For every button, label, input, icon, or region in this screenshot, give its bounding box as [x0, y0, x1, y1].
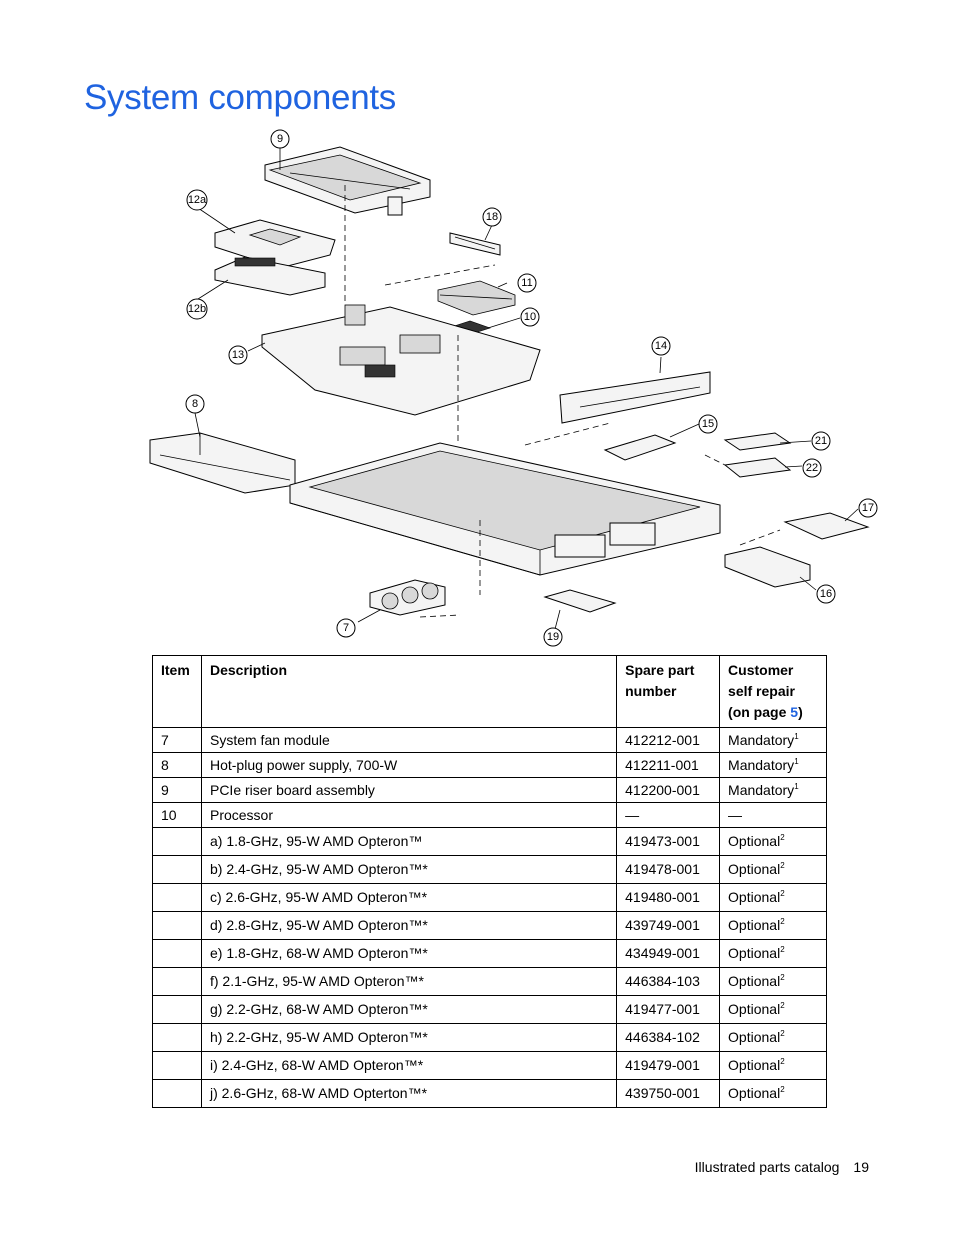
callout-17 — [859, 499, 877, 517]
dimm-drawing — [450, 233, 500, 255]
cell-customer-self-repair: — — [720, 803, 827, 828]
svg-text:15: 15 — [701, 418, 715, 430]
cell-spare-part: 412212-001 — [617, 728, 720, 753]
callout-12b — [187, 299, 207, 319]
cell-description: d) 2.8-GHz, 95-W AMD Opteron™* — [201, 912, 616, 940]
power-supply-drawing — [150, 433, 295, 493]
memory-board-12b-drawing — [215, 257, 325, 295]
svg-text:7: 7 — [342, 622, 350, 634]
pcie-riser-drawing — [265, 147, 430, 215]
footnote-ref: 2 — [780, 833, 785, 842]
table-row — [153, 884, 827, 912]
cell-spare-part: 446384-102 — [617, 1024, 720, 1052]
header-spare-part: Spare part number — [617, 656, 720, 728]
svg-text:14: 14 — [654, 340, 668, 352]
cell-spare-part: 419477-001 — [617, 996, 720, 1024]
footnote-ref: 2 — [780, 917, 785, 926]
footnote-ref: 1 — [794, 732, 799, 741]
table-row — [153, 778, 827, 803]
cell-item — [153, 912, 202, 940]
footnote-ref: 2 — [780, 1057, 785, 1066]
heatsink-drawing — [438, 281, 515, 315]
svg-text:10: 10 — [523, 311, 537, 323]
table-row — [153, 996, 827, 1024]
cell-item — [153, 884, 202, 912]
cell-description: Hot-plug power supply, 700-W — [201, 753, 616, 778]
fan-module-drawing — [370, 580, 445, 615]
svg-text:21: 21 — [814, 435, 828, 447]
cell-spare-part: 419479-001 — [617, 1052, 720, 1080]
callout-10 — [521, 308, 539, 326]
cell-customer-self-repair: Mandatory$^1$ — [720, 753, 827, 778]
cell-spare-part: 439749-001 — [617, 912, 720, 940]
cell-description: PCIe riser board assembly — [201, 778, 616, 803]
cell-customer-self-repair: Optional$^2$ — [720, 1080, 827, 1108]
cell-item: 7 — [153, 728, 202, 753]
drive-cage-drawing — [725, 547, 810, 587]
svg-text:12a: 12a — [187, 194, 207, 206]
callout-13 — [229, 346, 247, 364]
cell-spare-part: 419480-001 — [617, 884, 720, 912]
hard-drive-drawing — [545, 590, 615, 612]
header-customer-self-repair: Customer self repair (on page 5) — [720, 656, 827, 728]
table-row — [153, 753, 827, 778]
cell-spare-part: 434949-001 — [617, 940, 720, 968]
callout-8 — [186, 395, 204, 413]
table-row — [153, 803, 827, 828]
callout-9 — [271, 130, 289, 148]
callout-7 — [337, 619, 355, 637]
table-row — [153, 1024, 827, 1052]
footnote-ref: 1 — [794, 757, 799, 766]
cell-description: g) 2.2-GHz, 68-W AMD Opteron™* — [201, 996, 616, 1024]
footer-section: Illustrated parts catalog — [694, 1159, 840, 1175]
cell-spare-part: 446384-103 — [617, 968, 720, 996]
svg-text:11: 11 — [521, 277, 533, 289]
cell-customer-self-repair: Optional$^2$ — [720, 996, 827, 1024]
cell-item: 9 — [153, 778, 202, 803]
footnote-ref: 2 — [780, 973, 785, 982]
svg-text:19: 19 — [546, 631, 560, 643]
footnote-ref: 2 — [780, 1001, 785, 1010]
cell-description: j) 2.6-GHz, 68-W AMD Opterton™* — [201, 1080, 616, 1108]
svg-text:9: 9 — [276, 133, 284, 145]
cell-item — [153, 1052, 202, 1080]
table-row — [153, 940, 827, 968]
cell-customer-self-repair: Mandatory$^1$ — [720, 728, 827, 753]
cell-item — [153, 1080, 202, 1108]
page-title: System components — [84, 78, 396, 117]
table-row — [153, 728, 827, 753]
cell-description: a) 1.8-GHz, 95-W AMD Opteron™ — [201, 828, 616, 856]
callout-16 — [817, 585, 835, 603]
callout-15 — [699, 415, 717, 433]
header-description: Description — [201, 656, 616, 728]
cell-item — [153, 828, 202, 856]
cell-item — [153, 968, 202, 996]
callout-18 — [483, 208, 501, 226]
callout-14 — [652, 337, 670, 355]
cell-customer-self-repair: Mandatory$^1$ — [720, 778, 827, 803]
svg-text:22: 22 — [805, 462, 819, 474]
cell-customer-self-repair: Optional$^2$ — [720, 828, 827, 856]
callout-22 — [803, 459, 821, 477]
page-number: 19 — [853, 1159, 869, 1175]
cell-customer-self-repair: Optional$^2$ — [720, 1024, 827, 1052]
parts-table — [152, 655, 827, 1108]
cell-spare-part: 419473-001 — [617, 828, 720, 856]
footnote-ref: 2 — [780, 1085, 785, 1094]
cell-spare-part: — — [617, 803, 720, 828]
svg-text:13: 13 — [231, 349, 245, 361]
cell-description: Processor — [201, 803, 616, 828]
svg-text:12b: 12b — [187, 303, 207, 315]
cell-description: i) 2.4-GHz, 68-W AMD Opteron™* — [201, 1052, 616, 1080]
cell-description: f) 2.1-GHz, 95-W AMD Opteron™* — [201, 968, 616, 996]
cell-item — [153, 996, 202, 1024]
cell-spare-part: 439750-001 — [617, 1080, 720, 1108]
callout-12a — [187, 190, 207, 210]
cell-customer-self-repair: Optional$^2$ — [720, 912, 827, 940]
optical-drive-drawing — [785, 513, 868, 539]
cell-item — [153, 1024, 202, 1052]
footnote-ref: 2 — [780, 945, 785, 954]
callout-11 — [518, 274, 536, 292]
svg-text:18: 18 — [485, 211, 499, 223]
page-footer — [695, 1159, 869, 1175]
cell-customer-self-repair: Optional$^2$ — [720, 856, 827, 884]
svg-text:8: 8 — [191, 398, 199, 410]
footnote-ref: 2 — [780, 1029, 785, 1038]
footnote-ref: 1 — [794, 782, 799, 791]
cell-customer-self-repair: Optional$^2$ — [720, 1052, 827, 1080]
table-row — [153, 968, 827, 996]
table-row — [153, 1052, 827, 1080]
cell-item: 8 — [153, 753, 202, 778]
table-row — [153, 1080, 827, 1108]
table-row — [153, 828, 827, 856]
backplane-drawing — [560, 372, 710, 423]
svg-text:17: 17 — [861, 502, 875, 514]
cell-item — [153, 856, 202, 884]
bracket-drawing — [605, 435, 675, 460]
system-board-drawing — [262, 305, 540, 415]
module-22-drawing — [725, 458, 790, 477]
cell-spare-part: 412200-001 — [617, 778, 720, 803]
cell-description: c) 2.6-GHz, 95-W AMD Opteron™* — [201, 884, 616, 912]
cell-spare-part: 419478-001 — [617, 856, 720, 884]
cell-item — [153, 940, 202, 968]
module-21-drawing — [725, 433, 790, 450]
svg-text:16: 16 — [819, 588, 833, 600]
cell-description: e) 1.8-GHz, 68-W AMD Opteron™* — [201, 940, 616, 968]
table-row — [153, 856, 827, 884]
cell-item: 10 — [153, 803, 202, 828]
cell-customer-self-repair: Optional$^2$ — [720, 968, 827, 996]
chassis-drawing — [290, 443, 720, 575]
cell-description: System fan module — [201, 728, 616, 753]
cell-spare-part: 412211-001 — [617, 753, 720, 778]
cell-description: b) 2.4-GHz, 95-W AMD Opteron™* — [201, 856, 616, 884]
cell-customer-self-repair: Optional$^2$ — [720, 940, 827, 968]
page-5-link[interactable]: 5 — [790, 704, 799, 720]
cell-description: h) 2.2-GHz, 95-W AMD Opteron™* — [201, 1024, 616, 1052]
table-row — [153, 912, 827, 940]
callout-21 — [812, 432, 830, 450]
footnote-ref: 2 — [780, 889, 785, 898]
callout-19 — [544, 628, 562, 646]
exploded-parts-diagram — [140, 125, 880, 650]
footnote-ref: 2 — [780, 861, 785, 870]
table-header-row — [153, 656, 827, 728]
cell-customer-self-repair: Optional$^2$ — [720, 884, 827, 912]
header-item: Item — [153, 656, 202, 728]
